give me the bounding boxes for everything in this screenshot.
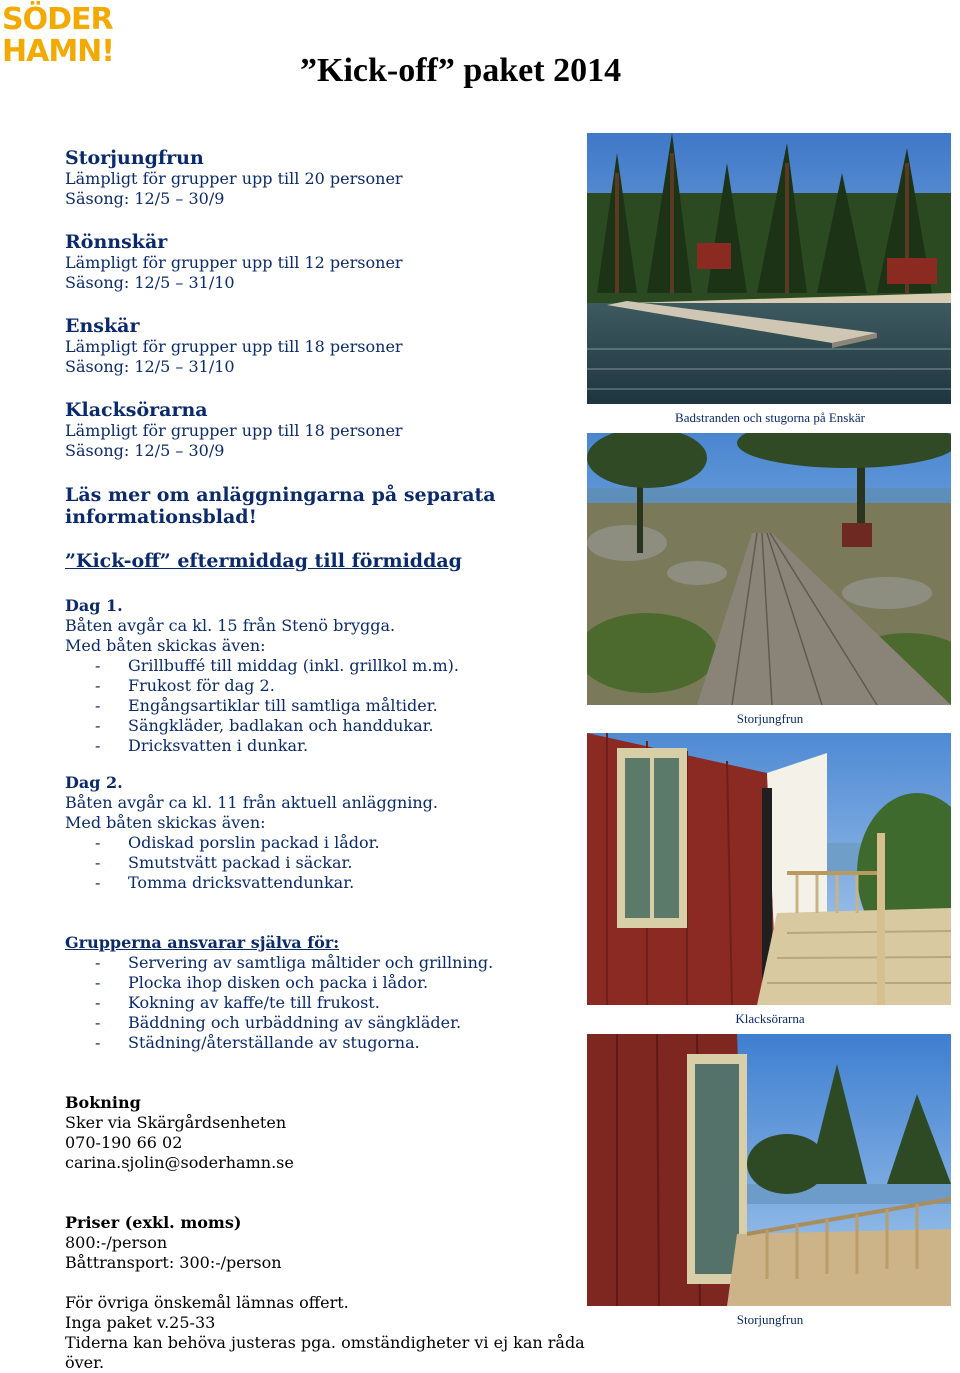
booking-email: carina.sjolin@soderhamn.se xyxy=(65,1153,294,1172)
photo-storjungfrun-deck xyxy=(587,1034,951,1306)
list-item: - Plocka ihop disken och packa i lådor. xyxy=(65,973,565,993)
info-callout: Läs mer om anläggningarna på separata informationsblad! xyxy=(65,484,496,528)
prices-section xyxy=(65,1213,565,1273)
caption-photo-2: Storjungfrun xyxy=(736,711,804,726)
venue-capacity: Lämpligt för grupper upp till 20 personer xyxy=(65,169,403,188)
caption-photo-4: Storjungfrun xyxy=(736,1312,804,1327)
photo-storjungfrun-boardwalk xyxy=(587,433,951,705)
note-adjust: Tiderna kan behöva justeras pga. omständigheter vi ej kan råda över. xyxy=(65,1333,585,1372)
prices-heading: Priser (exkl. moms) xyxy=(65,1213,242,1232)
day1-departure: Båten avgår ca kl. 15 från Stenö brygga. xyxy=(65,616,396,635)
day2-intro: Med båten skickas även: xyxy=(65,813,266,832)
day2-section xyxy=(65,773,565,893)
booking-phone: 070-190 66 02 xyxy=(65,1133,183,1152)
list-item: - Tomma dricksvattendunkar. xyxy=(65,873,565,893)
program-heading: ”Kick-off” eftermiddag till förmiddag xyxy=(65,550,462,572)
price-boat: Båttransport: 300:-/person xyxy=(65,1253,282,1272)
day2-departure: Båten avgår ca kl. 11 från aktuell anläggning. xyxy=(65,793,438,812)
venue-enskar xyxy=(65,315,545,377)
booking-via: Sker via Skärgårdsenheten xyxy=(65,1113,287,1132)
venue-season: Säsong: 12/5 – 31/10 xyxy=(65,357,235,376)
responsibilities-list xyxy=(65,953,565,1053)
booking-heading: Bokning xyxy=(65,1093,141,1112)
logo-line-1: SÖDER xyxy=(2,2,113,37)
soderhamn-logo xyxy=(2,2,114,72)
day1-heading: Dag 1. xyxy=(65,596,123,615)
note-offer: För övriga önskemål lämnas offert. xyxy=(65,1293,349,1312)
list-item: - Engångsartiklar till samtliga måltider. xyxy=(65,696,565,716)
venue-name: Enskär xyxy=(65,315,140,337)
venue-season: Säsong: 12/5 – 31/10 xyxy=(65,273,235,292)
list-item: - Servering av samtliga måltider och grillning. xyxy=(65,953,565,973)
photo-enskar-beach xyxy=(587,133,951,404)
venue-klacksorarna xyxy=(65,399,545,461)
list-item: - Odiskad porslin packad i lådor. xyxy=(65,833,565,853)
list-item: - Frukost för dag 2. xyxy=(65,676,565,696)
venue-capacity: Lämpligt för grupper upp till 18 personer xyxy=(65,421,403,440)
price-person: 800:-/person xyxy=(65,1233,168,1252)
venue-name: Rönnskär xyxy=(65,231,168,253)
list-item: - Sängkläder, badlakan och handdukar. xyxy=(65,716,565,736)
venue-name: Storjungfrun xyxy=(65,147,204,169)
list-item: - Smutstvätt packad i säckar. xyxy=(65,853,565,873)
venue-season: Säsong: 12/5 – 30/9 xyxy=(65,189,225,208)
venue-capacity: Lämpligt för grupper upp till 18 personer xyxy=(65,337,403,356)
venue-storjungfrun xyxy=(65,147,545,209)
day1-list xyxy=(65,656,565,756)
venue-ronnskar xyxy=(65,231,545,293)
photo-klacksorarna-deck xyxy=(587,733,951,1005)
venue-season: Säsong: 12/5 – 30/9 xyxy=(65,441,225,460)
notes-section xyxy=(65,1293,625,1373)
venue-name: Klacksörarna xyxy=(65,399,208,421)
day2-list xyxy=(65,833,565,893)
caption-photo-3: Klacksörarna xyxy=(735,1011,805,1026)
list-item: - Kokning av kaffe/te till frukost. xyxy=(65,993,565,1013)
caption-photo-1: Badstranden och stugorna på Enskär xyxy=(675,410,865,425)
list-item: - Bäddning och urbäddning av sängkläder. xyxy=(65,1013,565,1033)
venue-capacity: Lämpligt för grupper upp till 12 personer xyxy=(65,253,403,272)
list-item: - Städning/återställande av stugorna. xyxy=(65,1033,565,1053)
day2-heading: Dag 2. xyxy=(65,773,123,792)
responsibilities-heading: Grupperna ansvarar själva för: xyxy=(65,933,340,952)
note-weeks: Inga paket v.25-33 xyxy=(65,1313,216,1332)
day1-intro: Med båten skickas även: xyxy=(65,636,266,655)
day1-section xyxy=(65,596,565,756)
booking-section xyxy=(65,1093,565,1173)
responsibilities-section xyxy=(65,933,565,1053)
page-title: ”Kick-off” paket 2014 xyxy=(300,52,622,89)
list-item: - Dricksvatten i dunkar. xyxy=(65,736,565,756)
list-item: - Grillbuffé till middag (inkl. grillkol m.m). xyxy=(65,656,565,676)
logo-line-2: HAMN! xyxy=(2,34,114,69)
